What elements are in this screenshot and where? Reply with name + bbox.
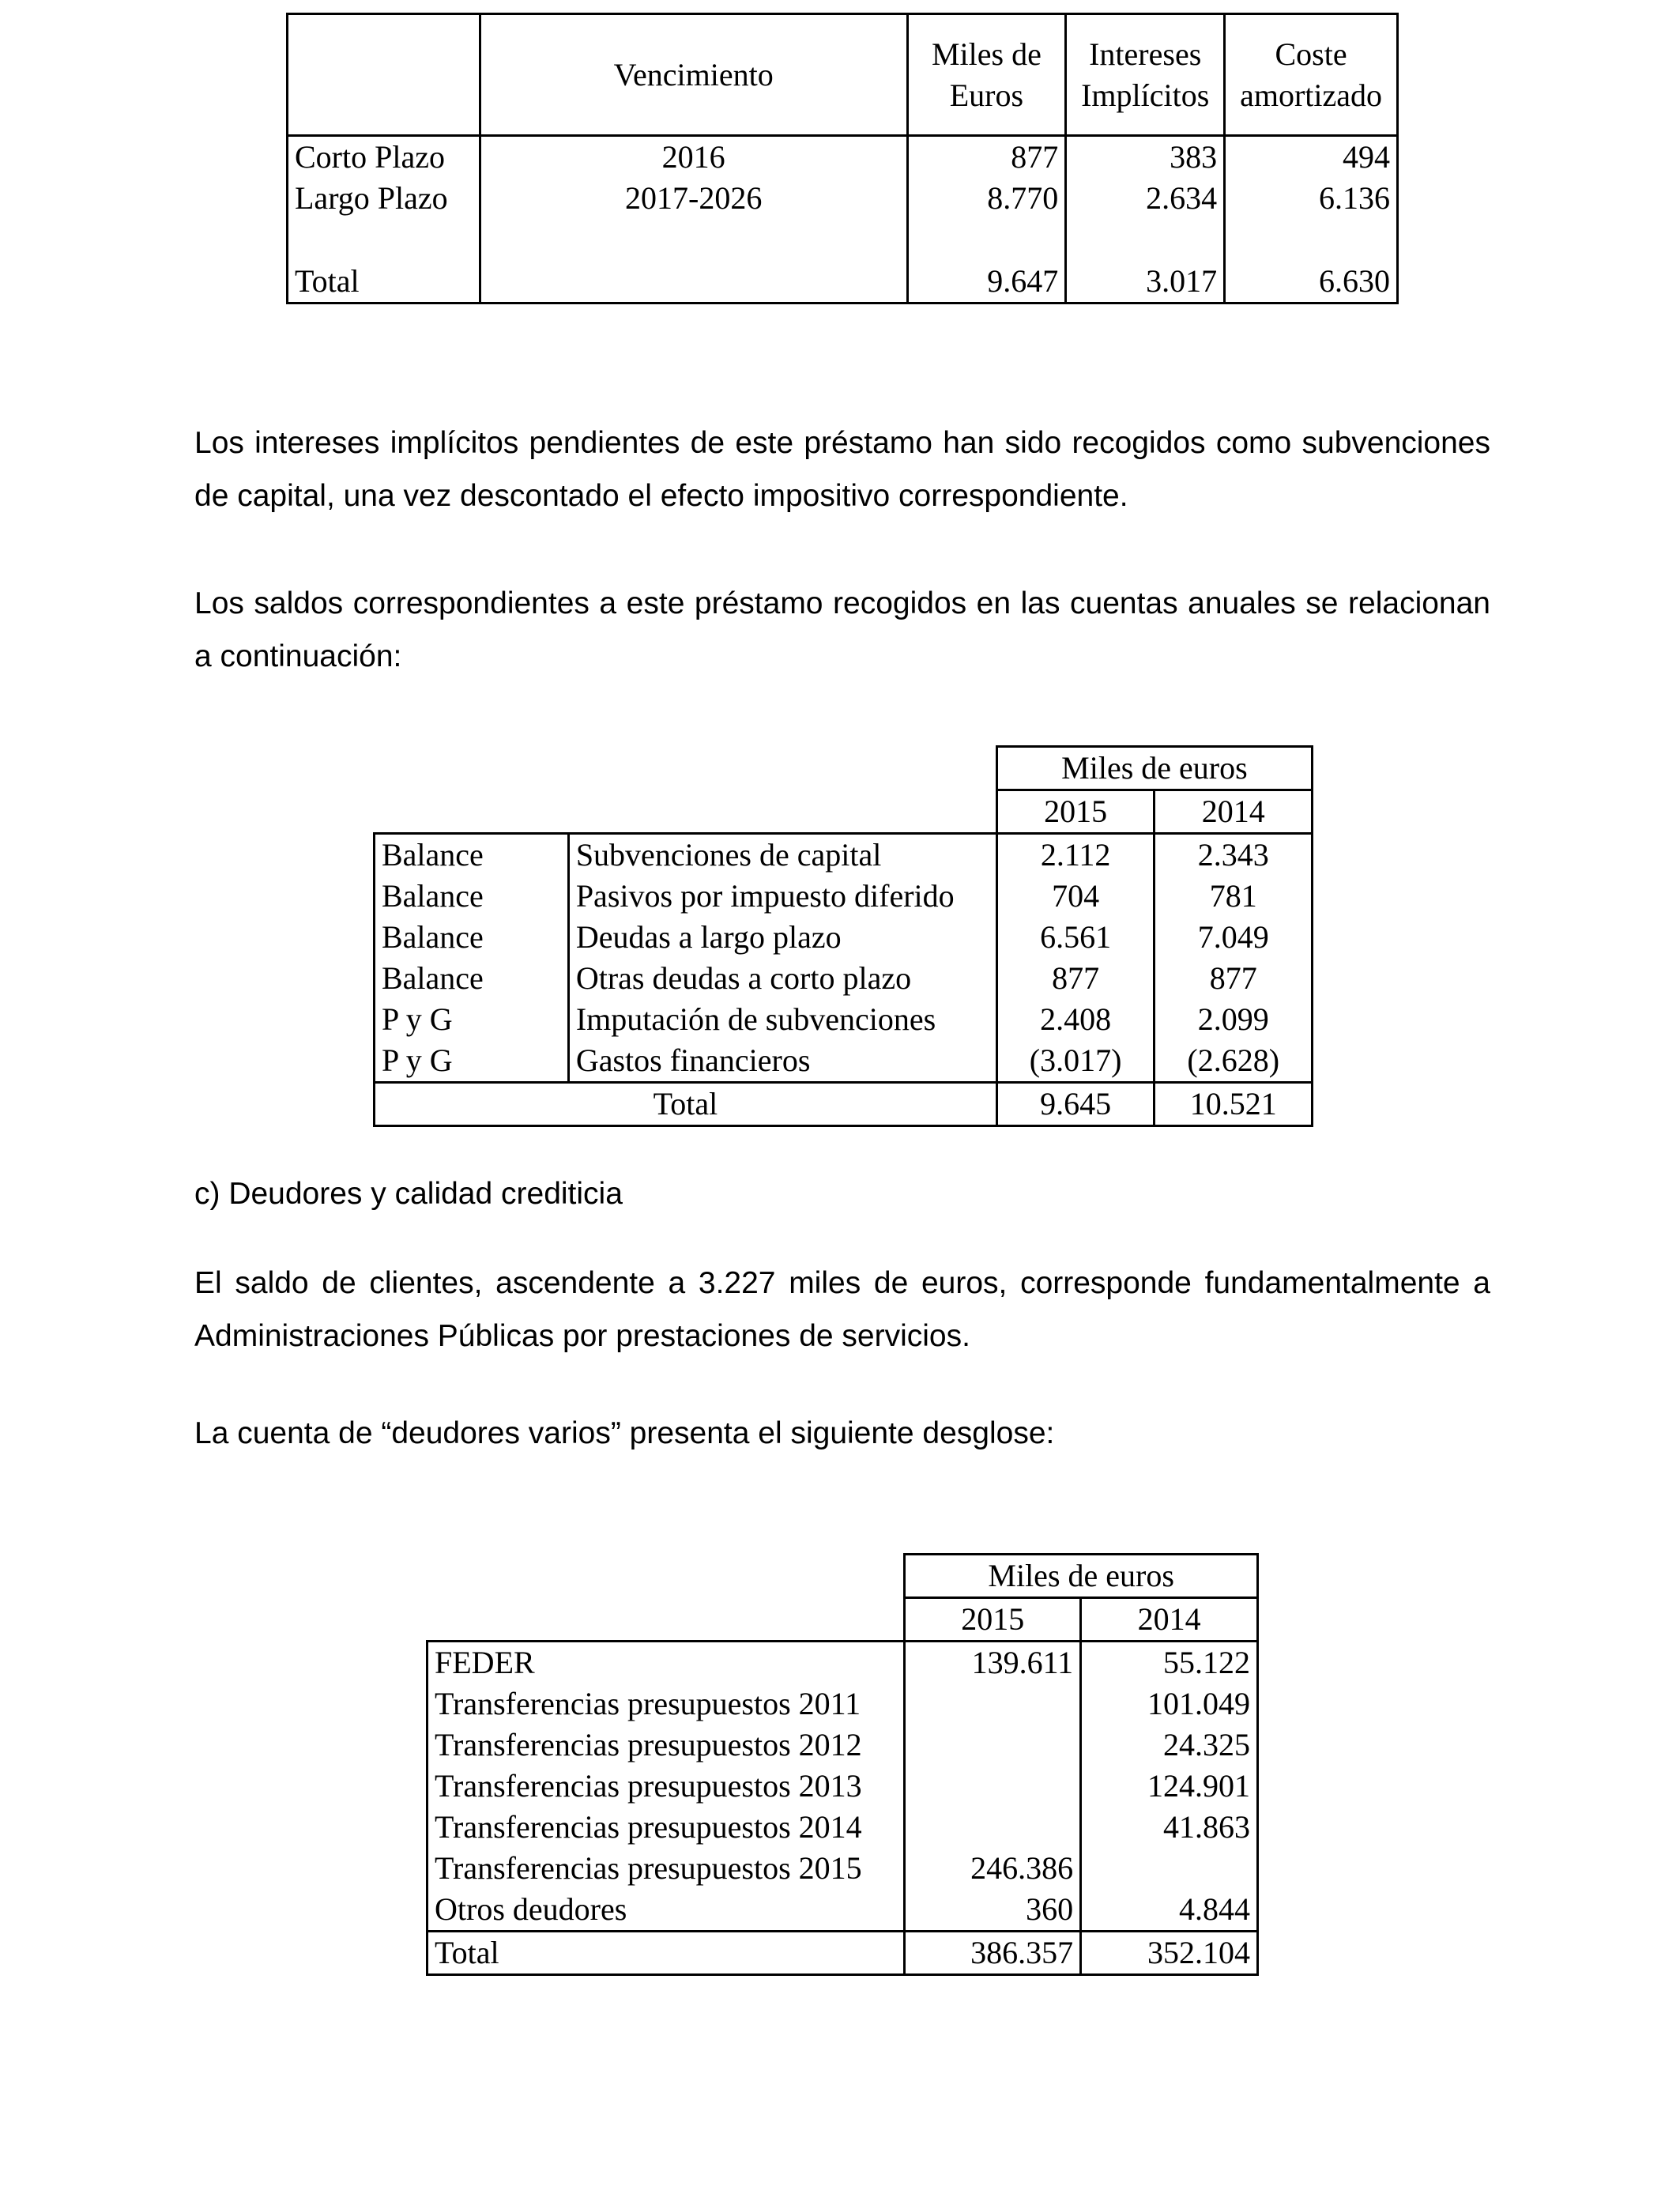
table-row xyxy=(428,1683,1258,1725)
row-coste: 494 xyxy=(1225,136,1398,179)
row-intereses: 2.634 xyxy=(1066,178,1225,219)
header-miles-de-euros: Miles de euros xyxy=(996,747,1312,790)
row-concept: Imputación de subvenciones xyxy=(568,999,996,1040)
row-value-2014: 55.122 xyxy=(1081,1642,1258,1684)
row-type: Balance xyxy=(375,834,569,876)
header-year-2015: 2015 xyxy=(996,790,1155,834)
table-header-group-row xyxy=(375,747,1313,790)
header-year-2014: 2014 xyxy=(1081,1598,1258,1642)
header-year-2014: 2014 xyxy=(1155,790,1313,834)
row-value-2014: 41.863 xyxy=(1081,1807,1258,1848)
paragraph-intereses: Los intereses implícitos pendientes de este préstamo han sido recogidos como subvenciones de capital, una vez descontado el efecto impositivo correspondiente. xyxy=(194,426,1490,513)
header-intereses-line1: Intereses xyxy=(1089,36,1202,72)
row-value-2014: 101.049 xyxy=(1081,1683,1258,1725)
header-empty-cell xyxy=(288,14,480,136)
row-concept: Gastos financieros xyxy=(568,1040,996,1083)
table-row xyxy=(428,1642,1258,1684)
table-row xyxy=(428,1848,1258,1889)
row-value-2015: 2.408 xyxy=(996,999,1155,1040)
row-concept: Deudas a largo plazo xyxy=(568,917,996,958)
row-miles: 877 xyxy=(907,136,1066,179)
paragraph-saldo-clientes: El saldo de clientes, ascendente a 3.227 miles de euros, corresponde fundamentalmente a Administraciones Públicas por prestaciones de servicios. xyxy=(194,1266,1490,1353)
row-label: Largo Plazo xyxy=(288,178,480,219)
row-value-2015 xyxy=(905,1807,1081,1848)
row-concept: Subvenciones de capital xyxy=(568,834,996,876)
header-miles-euros xyxy=(907,14,1066,136)
table-row xyxy=(375,917,1313,958)
row-concept: Transferencias presupuestos 2012 xyxy=(428,1725,905,1766)
row-concept: Pasivos por impuesto diferido xyxy=(568,876,996,917)
table-row xyxy=(428,1807,1258,1848)
row-concept: Transferencias presupuestos 2014 xyxy=(428,1807,905,1848)
paragraph-saldos: Los saldos correspondientes a este préstamo recogidos en las cuentas anuales se relacionan a continuación: xyxy=(194,586,1490,673)
row-value-2014 xyxy=(1081,1848,1258,1889)
paragraph-deudores-varios: La cuenta de “deudores varios” presenta el siguiente desglose: xyxy=(194,1416,1055,1450)
table-row xyxy=(375,1040,1313,1083)
total-intereses: 3.017 xyxy=(1066,261,1225,303)
header-vencimiento: Vencimiento xyxy=(480,14,907,136)
total-label: Total xyxy=(288,261,480,303)
row-type: P y G xyxy=(375,1040,569,1083)
total-label: Total xyxy=(375,1083,997,1126)
header-coste-line2: amortizado xyxy=(1240,77,1383,113)
total-miles: 9.647 xyxy=(907,261,1066,303)
row-type: Balance xyxy=(375,876,569,917)
header-intereses xyxy=(1066,14,1225,136)
table-row xyxy=(375,876,1313,917)
header-year-2015: 2015 xyxy=(905,1598,1081,1642)
row-concept: Transferencias presupuestos 2011 xyxy=(428,1683,905,1725)
row-concept: FEDER xyxy=(428,1642,905,1684)
row-type: P y G xyxy=(375,999,569,1040)
total-value-2015: 386.357 xyxy=(905,1932,1081,1975)
table-row xyxy=(428,1766,1258,1807)
row-value-2014: (2.628) xyxy=(1155,1040,1313,1083)
row-value-2014: 7.049 xyxy=(1155,917,1313,958)
row-value-2015: 704 xyxy=(996,876,1155,917)
row-value-2015 xyxy=(905,1766,1081,1807)
spacer-row xyxy=(288,219,1398,261)
row-concept: Transferencias presupuestos 2013 xyxy=(428,1766,905,1807)
table-header-year-row xyxy=(428,1598,1258,1642)
table-header-group-row xyxy=(428,1555,1258,1598)
total-vencimiento xyxy=(480,261,907,303)
section-c-heading: c) Deudores y calidad crediticia xyxy=(194,1177,623,1211)
total-value-2014: 352.104 xyxy=(1081,1932,1258,1975)
row-label: Corto Plazo xyxy=(288,136,480,179)
header-coste xyxy=(1225,14,1398,136)
table-row xyxy=(375,834,1313,876)
row-value-2014: 2.099 xyxy=(1155,999,1313,1040)
table-row xyxy=(288,178,1398,219)
row-value-2015: 6.561 xyxy=(996,917,1155,958)
header-miles-euros-line2: Euros xyxy=(949,77,1024,113)
row-concept: Otras deudas a corto plazo xyxy=(568,958,996,999)
row-value-2015 xyxy=(905,1725,1081,1766)
total-coste: 6.630 xyxy=(1225,261,1398,303)
row-value-2014: 4.844 xyxy=(1081,1889,1258,1932)
row-value-2015: 246.386 xyxy=(905,1848,1081,1889)
row-value-2015: 360 xyxy=(905,1889,1081,1932)
table-row xyxy=(375,999,1313,1040)
table-row xyxy=(428,1889,1258,1932)
total-label: Total xyxy=(428,1932,905,1975)
row-coste: 6.136 xyxy=(1225,178,1398,219)
total-row xyxy=(288,261,1398,303)
row-value-2015: 877 xyxy=(996,958,1155,999)
row-value-2015: (3.017) xyxy=(996,1040,1155,1083)
header-intereses-line2: Implícitos xyxy=(1081,77,1210,113)
row-value-2014: 877 xyxy=(1155,958,1313,999)
table-row xyxy=(288,136,1398,179)
row-concept: Otros deudores xyxy=(428,1889,905,1932)
row-intereses: 383 xyxy=(1066,136,1225,179)
header-miles-euros-line1: Miles de xyxy=(931,36,1042,72)
row-type: Balance xyxy=(375,917,569,958)
row-value-2015: 2.112 xyxy=(996,834,1155,876)
row-vencimiento: 2017-2026 xyxy=(480,178,907,219)
row-value-2014: 781 xyxy=(1155,876,1313,917)
table-header-year-row xyxy=(375,790,1313,834)
table-row xyxy=(375,958,1313,999)
deudores-varios-table xyxy=(426,1553,1259,1976)
row-value-2014: 24.325 xyxy=(1081,1725,1258,1766)
total-row xyxy=(428,1932,1258,1975)
loan-balances-table xyxy=(373,745,1313,1127)
row-concept: Transferencias presupuestos 2015 xyxy=(428,1848,905,1889)
table-header-row xyxy=(288,14,1398,136)
row-vencimiento: 2016 xyxy=(480,136,907,179)
row-value-2014: 2.343 xyxy=(1155,834,1313,876)
loan-maturity-table xyxy=(286,13,1399,304)
row-value-2015 xyxy=(905,1683,1081,1725)
row-value-2014: 124.901 xyxy=(1081,1766,1258,1807)
total-row xyxy=(375,1083,1313,1126)
header-coste-line1: Coste xyxy=(1275,36,1347,72)
total-value-2014: 10.521 xyxy=(1155,1083,1313,1126)
table-row xyxy=(428,1725,1258,1766)
row-value-2015: 139.611 xyxy=(905,1642,1081,1684)
row-miles: 8.770 xyxy=(907,178,1066,219)
row-type: Balance xyxy=(375,958,569,999)
total-value-2015: 9.645 xyxy=(996,1083,1155,1126)
header-miles-de-euros: Miles de euros xyxy=(905,1555,1258,1598)
